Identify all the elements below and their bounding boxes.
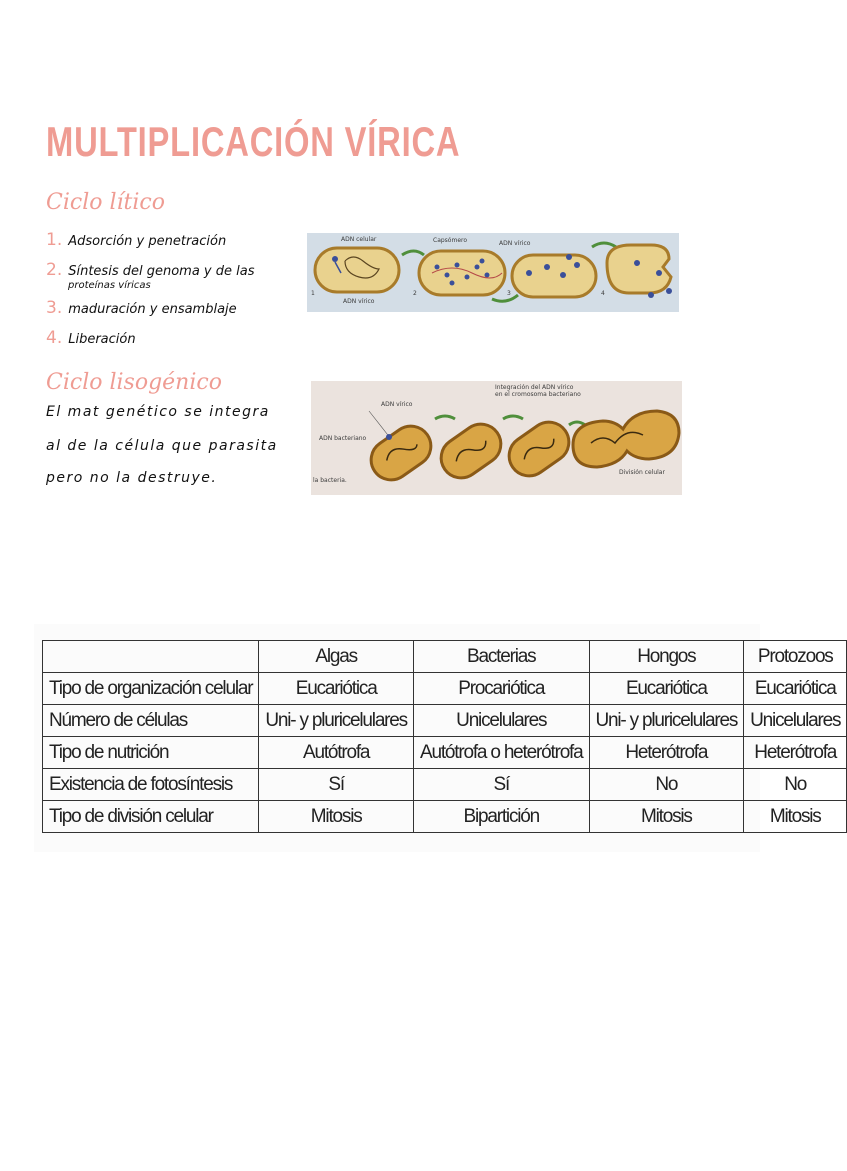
bacterium-cell [512, 255, 596, 297]
table-cell: Sí [259, 769, 414, 801]
step-text: maduración y ensamblaje [68, 302, 237, 317]
lytic-step-1 [46, 230, 226, 250]
table-cell: Eucariótica [259, 673, 414, 705]
table-row [43, 769, 847, 801]
table-row [43, 737, 847, 769]
virus-icon [332, 256, 338, 262]
bacterium-cell [419, 251, 505, 295]
lysogenic-line: El mat genético se integra [46, 404, 270, 420]
lysogenic-heading: Ciclo lisogénico [46, 370, 222, 395]
step-number: 3 [507, 290, 511, 297]
table-cell: Uni- y pluricelulares [589, 705, 744, 737]
table-cell: No [744, 769, 847, 801]
virus-icon [386, 434, 392, 440]
lysogenic-line: al de la célula que parasita [46, 438, 278, 454]
table-cell: Mitosis [589, 801, 744, 833]
table-row [43, 705, 847, 737]
bacterium-cell [315, 248, 399, 292]
lytic-step-2 [46, 260, 254, 291]
table-header-cell: Bacterias [413, 641, 589, 673]
lytic-step-3 [46, 298, 237, 318]
table-cell: Unicelulares [744, 705, 847, 737]
bacterium-cell [607, 245, 671, 293]
table-cell: Heterótrofa [589, 737, 744, 769]
lysogenic-cycle-diagram [311, 381, 682, 495]
step-number: 2. [46, 260, 63, 280]
comparison-table [42, 640, 841, 833]
diagram-label: ADN vírico [343, 298, 375, 305]
table-row [43, 801, 847, 833]
table-header-cell: Hongos [589, 641, 744, 673]
table-cell: Eucariótica [589, 673, 744, 705]
table-cell: Procariótica [413, 673, 589, 705]
table-cell: Eucariótica [744, 673, 847, 705]
step-number: 3. [46, 298, 63, 318]
table-cell: Bipartición [413, 801, 589, 833]
table-row-header: Tipo de organización celular [43, 673, 259, 705]
diagram-label: la bacteria. [313, 477, 347, 484]
step-number: 2 [413, 290, 417, 297]
table-header-cell [43, 641, 259, 673]
table-row-header: Tipo de división celular [43, 801, 259, 833]
table-cell: Mitosis [259, 801, 414, 833]
table-cell: No [589, 769, 744, 801]
step-text: Liberación [68, 332, 136, 347]
table-cell: Heterótrofa [744, 737, 847, 769]
table-cell: Uni- y pluricelulares [259, 705, 414, 737]
step-number: 1. [46, 230, 63, 250]
table-cell: Autótrofa [259, 737, 414, 769]
table-cell: Unicelulares [413, 705, 589, 737]
table-header-cell: Protozoos [744, 641, 847, 673]
diagram-label: ADN bacteriano [319, 435, 367, 442]
table-row-header: Número de células [43, 705, 259, 737]
table-row-header: Existencia de fotosíntesis [43, 769, 259, 801]
step-continuation: proteínas víricas [68, 280, 151, 291]
lytic-cycle-diagram [307, 233, 679, 312]
step-text: Adsorción y penetración [68, 234, 227, 249]
lysogenic-line: pero no la destruye. [46, 470, 218, 486]
diagram-label: ADN vírico [381, 401, 413, 408]
diagram-label: en el cromosoma bacteriano [495, 391, 581, 398]
step-text: Síntesis del genoma y de las [68, 264, 255, 279]
table-row-header: Tipo de nutrición [43, 737, 259, 769]
step-number: 4 [601, 290, 605, 297]
step-number: 1 [311, 290, 315, 297]
diagram-label: ADN vírico [499, 240, 531, 247]
page-title: MULTIPLICACIÓN VÍRICA [46, 118, 461, 165]
step-number: 4. [46, 328, 63, 348]
diagram-label: Capsómero [433, 237, 468, 244]
lytic-step-4 [46, 328, 136, 348]
table-cell: Sí [413, 769, 589, 801]
diagram-label: División celular [619, 469, 665, 476]
table-row [43, 673, 847, 705]
diagram-label: Integración del ADN vírico [495, 384, 574, 391]
lytic-heading: Ciclo lítico [46, 190, 165, 215]
diagram-label: ADN celular [341, 236, 377, 243]
table-header-row [43, 641, 847, 673]
table-header-cell: Algas [259, 641, 414, 673]
table-cell: Mitosis [744, 801, 847, 833]
table-cell: Autótrofa o heterótrofa [413, 737, 589, 769]
